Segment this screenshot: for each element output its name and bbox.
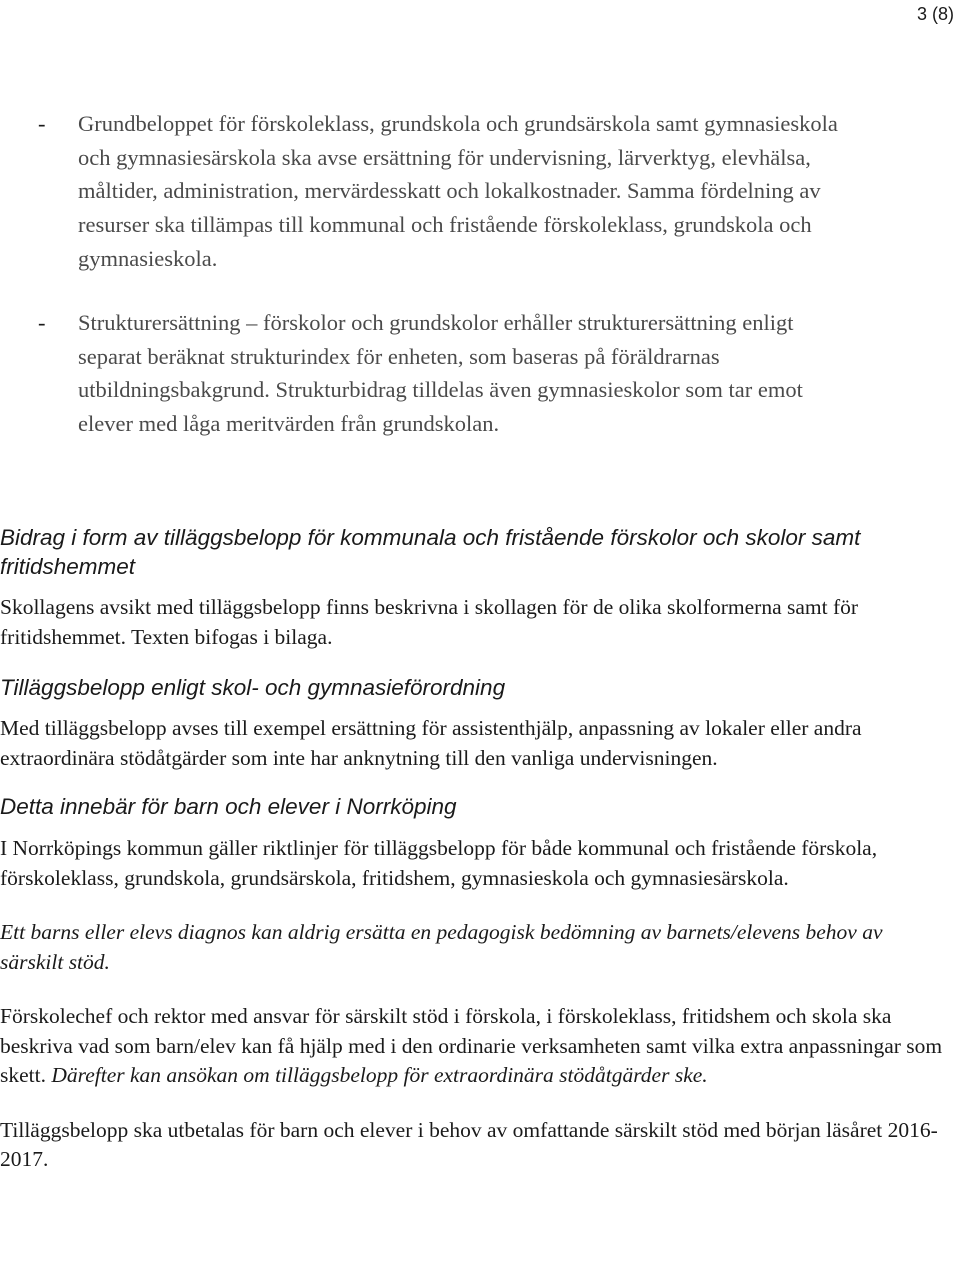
section-heading: Tilläggsbelopp enligt skol- och gymnasieförordning: [0, 675, 506, 700]
paragraph: I Norrköpings kommun gäller riktlinjer för tilläggsbelopp för både kommunal och fristående förskola, förskoleklass, grundskola, grundsärskola, fritidshem, gymnasieskola och gymnasiesärskola.: [0, 836, 878, 890]
paragraph-italic-text: Därefter kan ansökan om tilläggsbelopp för extraordinära stödåtgärder ske.: [51, 1063, 708, 1087]
document-body: [0, 523, 950, 1175]
paragraph: Med tilläggsbelopp avses till exempel ersättning för assistenthjälp, anpassning av lokaler eller andra extraordinära stödåtgärder som inte har anknytning till den vanliga undervisningen.: [0, 716, 862, 770]
paragraph-regular-text: Förskolechef och rektor med ansvar för särskilt stöd i förskola, i förskoleklass, fritidshem och skola ska beskriva vad som barn/elev kan få hjälp med i den ordinarie verksamheten samt vilka extra anpassningar som skett.: [0, 1004, 943, 1087]
paragraph: Tilläggsbelopp ska utbetalas för barn och elever i behov av omfattande särskilt stöd med början läsåret 2016-2017.: [0, 1117, 938, 1171]
bullet-text: Grundbeloppet för förskoleklass, grundskola och grundsärskola samt gymnasieskola och gymnasiesärskola ska avse ersättning för undervisning, lärverktyg, elevhälsa, måltider, administration, mervärdesskatt och lokalkostnader. Samma fördelning av resurser ska tillämpas till kommunal och fristående förskoleklass, grundskola och gymnasieskola.: [78, 111, 838, 271]
bullet-marker: -: [38, 310, 46, 335]
section-heading: Bidrag i form av tilläggsbelopp för kommunala och fristående förskolor och skolor samt fritidshemmet: [0, 525, 861, 579]
bullet-marker: -: [38, 111, 46, 136]
paragraph: Skollagens avsikt med tilläggsbelopp finns beskrivna i skollagen för de olika skolformerna samt för fritidshemmet. Texten bifogas i bilaga.: [0, 595, 859, 649]
section-heading: Detta innebär för barn och elever i Norrköping: [0, 794, 457, 819]
bullet-text: Strukturersättning – förskolor och grundskolor erhåller strukturersättning enligt separat beräknat strukturindex för enheten, som baseras på föräldrarnas utbildningsbakgrund. Strukturbidrag tilldelas även gymnasieskolor som tar emot elever med låga meritvärden från grundskolan.: [78, 310, 803, 437]
page-number: 3 (8): [916, 4, 954, 24]
paragraph: [0, 1002, 950, 1091]
italic-paragraph: Ett barns eller elevs diagnos kan aldrig ersätta en pedagogisk bedömning av barnets/elevens behov av särskilt stöd.: [0, 920, 883, 974]
